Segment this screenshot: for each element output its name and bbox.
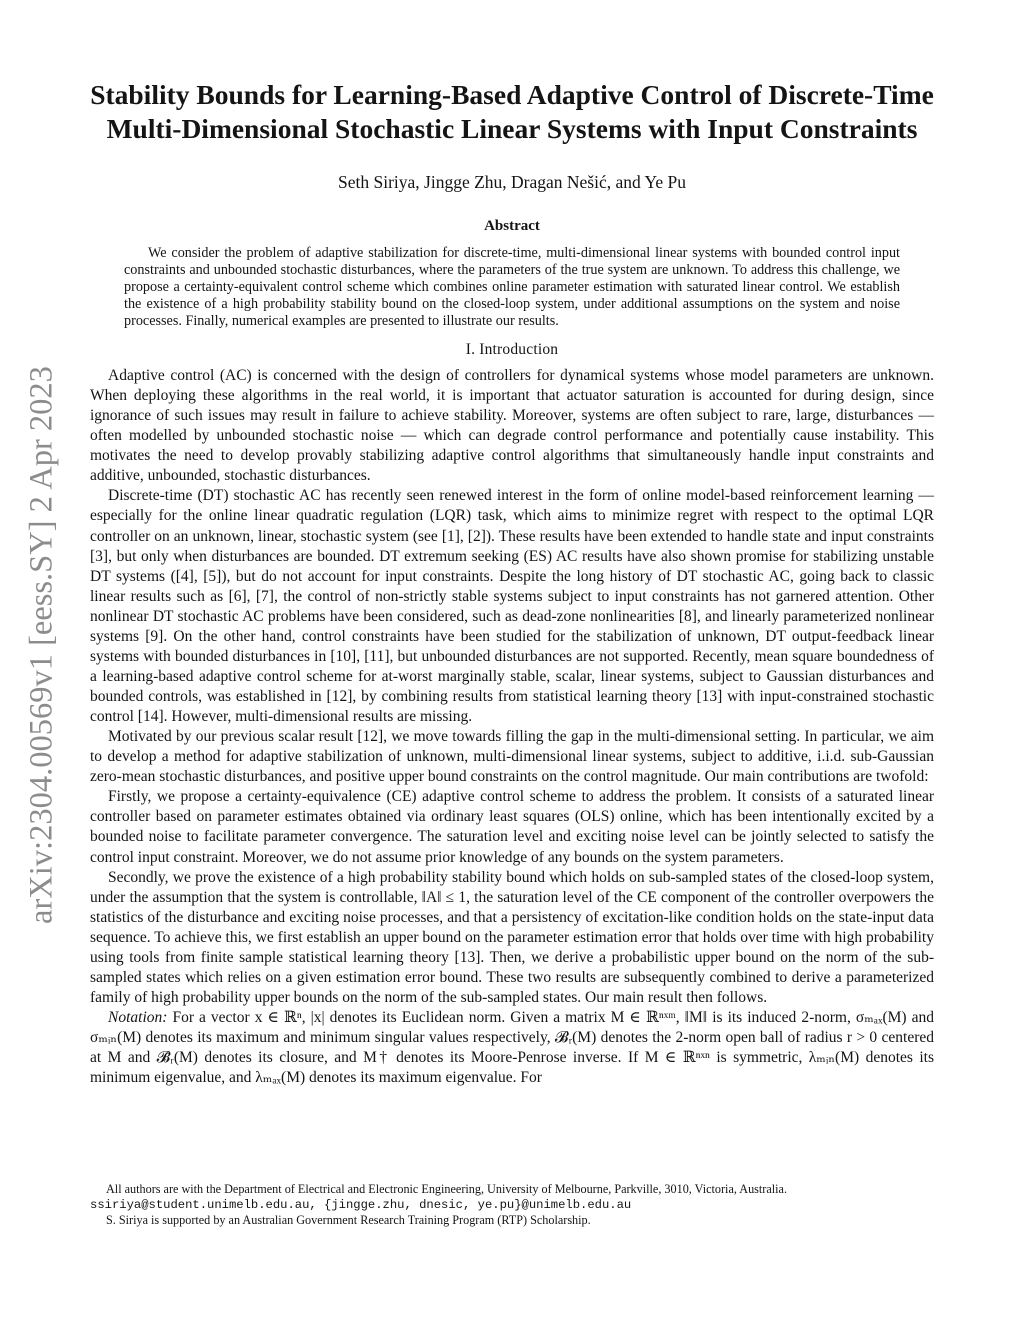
math-inline: 𝓑ᵣ(M) — [554, 1029, 597, 1047]
paragraph-text: , the saturation level of the CE component of the controller overpowers the statistics of the disturbance and exciting noise processes, and that a persistency of excitation-like condition holds on the state-input data sequence. To achieve this, we first establish an upper bound on the parameter estimation error that holds over time with high probability using tools from finite sample statistical learning theory [13]. Then, we derive a probabilistic upper bound on the norm of the sub-sampled states which relies on a given estimation error bound. These two results are subsequently combined to derive a parameterized family of high probability upper bounds on the norm of the sub-sampled states. Our main result then follows. — [90, 888, 934, 1006]
notation-text: denotes its maximum and minimum singular values respectively, — [141, 1029, 555, 1047]
paragraph: Discrete-time (DT) stochastic AC has recently seen renewed interest in the form of online model-based reinforcement learning — especially for the online linear quadratic regulation (LQR) task, which aims to minimize regret with respect to the optimal LQR controller on an unknown, linear, stochastic system (see [1], [2]). These results have been extended to handle state and input constraints [3], but only when disturbances are bounded. DT extremum seeking (ES) AC results have also shown promise for stabilizing unstable DT systems ([4], [5]), but do not account for input constraints. Despite the long history of DT stochastic AC, going back to classic linear results such as [6], [7], the control of non-strictly stable systems subject to input constraints has not garnered attention. Other nonlinear DT stochastic AC problems have been considered, such as dead-zone nonlinearities [8], and linearly parameterized nonlinear systems [9]. On the other hand, control constraints have been studied for the stabilization of unknown, DT output-feedback linear systems with bounded disturbances in [10], [11], but unbounded disturbances are not supported. Recently, mean square boundedness of a learning-based adaptive control scheme for at-worst marginally stable, scalar, linear systems, subject to Gaussian disturbances and bounded controls, was established in [12], by combining results from statistical learning theory [13] with input-constrained stochastic control [14]. However, multi-dimensional results are missing. — [90, 487, 934, 726]
math-inline: M ∈ ℝⁿˣᵐ — [610, 1009, 676, 1026]
paper-title — [60, 78, 964, 146]
math-inline: x ∈ ℝⁿ — [254, 1009, 302, 1026]
math-inline: ‖M‖ — [684, 1009, 708, 1026]
notation-text: For a vector — [167, 1009, 255, 1026]
math-inline: λₘᵢₙ(M) — [808, 1049, 860, 1067]
title-line-2: Multi-Dimensional Stochastic Linear Systems with Input Constraints — [106, 113, 918, 144]
footnotes — [90, 1182, 934, 1229]
title-line-1: Stability Bounds for Learning-Based Adaptive Control of Discrete-Time — [90, 79, 934, 110]
notation-text: and — [121, 1049, 157, 1067]
math-inline: σₘᵢₙ(M) — [90, 1029, 142, 1047]
notation-text: denotes its Moore-Penrose inverse. If — [389, 1049, 645, 1067]
notation-text: centered at — [90, 1029, 934, 1067]
abstract-text: We consider the problem of adaptive stabilization for discrete-time, multi-dimensional linear systems with bounded control input constraints and unbounded stochastic disturbances, where the parameters of the true system are unknown. To address this challenge, we propose a certainty-equivalent control scheme which combines online parameter estimation with saturated linear control. We establish the existence of a high probability stability bound on the closed-loop system, under additional assumptions on the system and noise processes. Finally, numerical examples are presented to illustrate our results. — [124, 245, 900, 330]
notation-text: denotes its minimum eigenvalue, and — [90, 1049, 934, 1087]
footnote-funding: S. Siriya is supported by an Australian Government Research Training Program (RTP) Scholarship. — [106, 1213, 591, 1227]
math-inline: λₘₐₓ(M) — [255, 1069, 306, 1087]
section-heading: I. Introduction — [465, 341, 559, 358]
paragraph — [90, 868, 934, 1008]
paragraph-text: Secondly, we prove the existence of a high probability stability bound which holds on sub-sampled states of the closed-loop system, under the assumption that the system is controllable, — [90, 868, 934, 906]
notation-text: denotes its closure, and — [197, 1049, 364, 1067]
notation-text: , — [675, 1009, 685, 1026]
arxiv-identifier: arXiv:2304.00569v1 [eess.SY] 2 Apr 2023 — [23, 366, 60, 924]
footnote-affiliation: All authors are with the Department of Electrical and Electronic Engineering, University of Melbourne, Parkville, 3010, Victoria, Australia. — [106, 1182, 787, 1196]
notation-text: , — [301, 1009, 311, 1026]
notation-paragraph — [90, 1008, 934, 1088]
math-inline: M — [107, 1049, 122, 1067]
author-list: Seth Siriya, Jingge Zhu, Dragan Nešić, and Ye Pu — [337, 172, 687, 192]
footnote-emails: ssiriya@student.unimelb.edu.au, {jingge.zhu, dnesic, ye.pu}@unimelb.edu.au — [90, 1197, 632, 1212]
math-inline: ‖A‖ ≤ 1 — [421, 888, 467, 906]
notation-text: is symmetric, — [709, 1049, 809, 1067]
math-inline: M† — [363, 1049, 390, 1067]
notation-text: is its induced 2-norm, — [707, 1009, 856, 1026]
paragraph: Adaptive control (AC) is concerned with the design of controllers for dynamical systems whose model parameters are unknown. When deploying these algorithms in the real world, it is important that actuator saturation is accounted for during design, since ignorance of such issues may result in failure to achieve stability. Moreover, systems are often subject to rare, large, disturbances — often modelled by unbounded stochastic noise — which can degrade control performance and potentially cause instability. This motivates the need to develop provably stabilizing adaptive control algorithms that simultaneously handle input constraints and additive, unbounded, stochastic disturbances. — [90, 367, 934, 485]
arxiv-sidebar — [14, 345, 70, 945]
math-inline: σₘₐₓ(M) — [855, 1009, 907, 1026]
notation-text: denotes its maximum eigenvalue. For — [305, 1069, 542, 1087]
notation-label: Notation: — [108, 1009, 168, 1026]
math-inline: M ∈ ℝⁿˣⁿ — [644, 1049, 710, 1067]
math-inline: |x| — [310, 1009, 325, 1026]
notation-text: denotes its Euclidean norm. Given a matrix — [324, 1009, 611, 1026]
abstract-heading: Abstract — [484, 218, 540, 234]
body-text — [90, 366, 934, 1088]
paragraph: Motivated by our previous scalar result [12], we move towards filling the gap in the multi-dimensional setting. In particular, we aim to develop a method for adaptive stabilization of unknown, multi-dimensional linear systems, subject to additive, i.i.d. sub-Gaussian zero-mean stochastic disturbances, and positive upper bound constraints on the control magnitude. Our main contributions are twofold: — [90, 728, 934, 786]
math-inline: 𝓑̄ᵣ(M) — [156, 1049, 198, 1067]
notation-text: denotes the 2-norm open ball of radius — [596, 1029, 847, 1047]
paragraph: Firstly, we propose a certainty-equivalence (CE) adaptive control scheme to address the problem. It consists of a saturated linear controller based on parameter estimates obtained via ordinary least squares (OLS) online, which has been intentionally excited by a bounded noise to facilitate parameter convergence. The saturation level and exciting noise level can be jointly selected to satisfy the control input constraint. Moreover, we do not assume prior knowledge of any bounds on the system parameters. — [90, 788, 934, 866]
notation-text: and — [906, 1009, 934, 1026]
math-inline: r > 0 — [846, 1029, 878, 1047]
